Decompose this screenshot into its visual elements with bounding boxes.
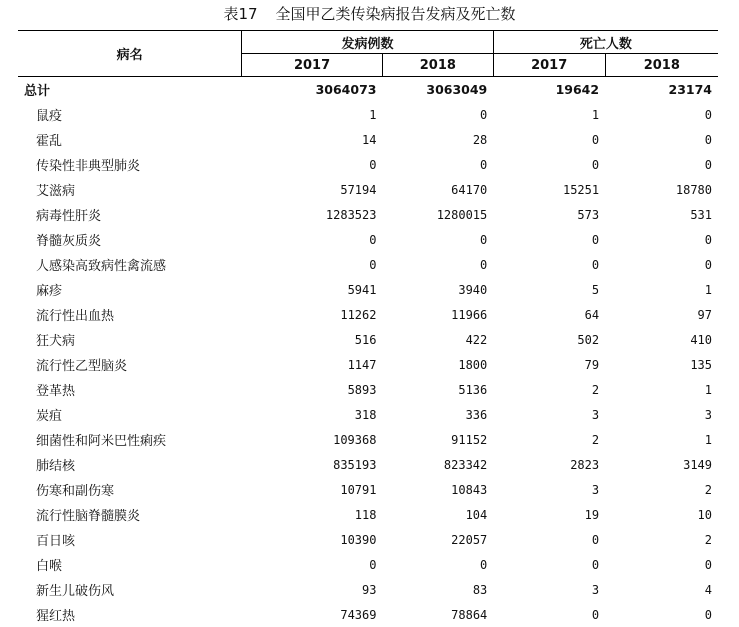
- value-cell-c2018: 0: [480, 557, 488, 572]
- value-cell-d2018: 135: [690, 357, 712, 372]
- value-cell-c2017: 0: [369, 557, 377, 572]
- value-cell-c2018: 0: [480, 157, 488, 172]
- disease-name-cell: 猩红热: [36, 609, 76, 624]
- value-cell-d2018: 18780: [675, 182, 712, 197]
- value-cell-d2018: 3149: [683, 457, 712, 472]
- disease-name-cell: 总计: [24, 84, 51, 99]
- table-row: [18, 452, 718, 477]
- value-cell-d2017: 2: [591, 432, 600, 447]
- value-cell-c2018: 11966: [451, 307, 488, 322]
- disease-name-cell: 炭疽: [36, 409, 63, 424]
- table-row: [18, 552, 718, 577]
- table-row: [18, 177, 718, 202]
- value-cell-d2017: 79: [584, 357, 600, 372]
- value-cell-d2017: 0: [591, 557, 600, 572]
- value-cell-d2018: 1: [704, 432, 712, 447]
- value-cell-c2018: 22057: [451, 532, 488, 547]
- table-row: [18, 502, 718, 527]
- table-row: [18, 252, 718, 277]
- value-cell-c2017: 0: [369, 157, 377, 172]
- header-cases-2018: 2018: [382, 54, 493, 77]
- disease-name-cell: 百日咳: [36, 534, 76, 549]
- value-cell-d2017: 0: [591, 157, 600, 172]
- value-cell-c2017: 1: [369, 107, 377, 122]
- header-deaths-2017: 2017: [493, 54, 605, 77]
- header-disease-name: 病名: [18, 31, 242, 77]
- value-cell-c2017: 1283523: [325, 207, 377, 222]
- value-cell-c2017: 1147: [347, 357, 377, 372]
- value-cell-c2018: 0: [480, 107, 488, 122]
- value-cell-c2018: 28: [472, 132, 488, 147]
- value-cell-c2017: 5893: [347, 382, 377, 397]
- table-row: [18, 152, 718, 177]
- value-cell-d2017: 64: [584, 307, 600, 322]
- value-cell-c2017: 835193: [333, 457, 377, 472]
- disease-name-cell: 病毒性肝炎: [36, 209, 102, 224]
- disease-name-cell: 脊髓灰质炎: [36, 234, 102, 249]
- value-cell-c2017: 0: [369, 232, 377, 247]
- value-cell-d2018: 10: [697, 507, 712, 522]
- value-cell-c2018: 336: [465, 407, 488, 422]
- value-cell-c2017: 57194: [340, 182, 377, 197]
- disease-name-cell: 新生儿破伤风: [36, 584, 115, 599]
- disease-name-cell: 艾滋病: [36, 184, 76, 199]
- value-cell-d2017: 2: [591, 382, 600, 397]
- table-row: [18, 277, 718, 302]
- value-cell-d2018: 531: [690, 207, 712, 222]
- table-row: [18, 402, 718, 427]
- value-cell-c2018: 0: [480, 232, 488, 247]
- value-cell-c2017: 5941: [347, 282, 377, 297]
- value-cell-d2018: 2: [704, 482, 712, 497]
- value-cell-d2018: 0: [704, 132, 712, 147]
- table-row: [18, 377, 718, 402]
- value-cell-c2017: 10791: [340, 482, 377, 497]
- table-number: 表17: [223, 5, 258, 23]
- value-cell-d2017: 0: [591, 257, 600, 272]
- value-cell-c2017: 3064073: [315, 82, 377, 97]
- value-cell-d2017: 3: [591, 407, 600, 422]
- value-cell-c2018: 5136: [458, 382, 488, 397]
- disease-name-cell: 白喉: [36, 559, 63, 574]
- table-row: [18, 202, 718, 227]
- disease-name-cell: 狂犬病: [36, 334, 76, 349]
- value-cell-c2018: 10843: [451, 482, 488, 497]
- table-row: [18, 327, 718, 352]
- value-cell-d2018: 97: [697, 307, 712, 322]
- value-cell-d2018: 1: [704, 382, 712, 397]
- value-cell-d2018: 3: [704, 407, 712, 422]
- value-cell-c2017: 93: [362, 582, 377, 597]
- disease-name-cell: 登革热: [36, 384, 76, 399]
- value-cell-d2017: 3: [591, 482, 600, 497]
- value-cell-d2018: 0: [704, 257, 712, 272]
- table-title-text: 全国甲乙类传染病报告发病及死亡数: [275, 5, 516, 23]
- table-row: [18, 527, 718, 552]
- value-cell-d2018: 0: [704, 157, 712, 172]
- value-cell-c2017: 11262: [340, 307, 377, 322]
- value-cell-c2018: 64170: [451, 182, 488, 197]
- table-row: [18, 302, 718, 327]
- disease-report-table: [18, 30, 718, 627]
- header-deaths: 死亡人数: [493, 31, 718, 54]
- value-cell-c2017: 516: [354, 332, 377, 347]
- value-cell-d2017: 2823: [570, 457, 600, 472]
- disease-name-cell: 麻疹: [36, 284, 63, 299]
- disease-name-cell: 细菌性和阿米巴性痢疾: [36, 434, 167, 449]
- value-cell-d2018: 0: [704, 107, 712, 122]
- value-cell-c2017: 109368: [333, 432, 377, 447]
- disease-name-cell: 伤寒和副伤寒: [36, 484, 115, 499]
- value-cell-d2017: 19642: [555, 82, 600, 97]
- value-cell-d2018: 4: [704, 582, 712, 597]
- value-cell-d2018: 410: [690, 332, 712, 347]
- value-cell-c2018: 91152: [451, 432, 488, 447]
- table-body: [18, 77, 718, 627]
- value-cell-c2017: 10390: [340, 532, 377, 547]
- value-cell-d2018: 1: [704, 282, 712, 297]
- table-row: [18, 477, 718, 502]
- value-cell-d2017: 573: [577, 207, 600, 222]
- value-cell-d2018: 0: [704, 557, 712, 572]
- value-cell-d2017: 5: [591, 282, 600, 297]
- disease-name-cell: 流行性脑脊髓膜炎: [36, 509, 141, 524]
- value-cell-c2018: 422: [465, 332, 488, 347]
- value-cell-c2018: 78864: [451, 607, 488, 622]
- table-row: [18, 577, 718, 602]
- value-cell-d2017: 0: [591, 232, 600, 247]
- disease-name-cell: 流行性乙型脑炎: [36, 359, 128, 374]
- table-row: [18, 127, 718, 152]
- value-cell-d2017: 0: [591, 532, 600, 547]
- value-cell-c2018: 823342: [443, 457, 488, 472]
- value-cell-d2017: 3: [591, 582, 600, 597]
- value-cell-c2017: 318: [354, 407, 377, 422]
- value-cell-d2017: 19: [584, 507, 600, 522]
- value-cell-d2017: 0: [591, 132, 600, 147]
- value-cell-d2018: 0: [704, 607, 712, 622]
- table-row: [18, 427, 718, 452]
- header-deaths-2018: 2018: [605, 54, 718, 77]
- disease-name-cell: 鼠疫: [36, 109, 63, 124]
- value-cell-c2018: 0: [480, 257, 488, 272]
- value-cell-c2017: 74369: [340, 607, 377, 622]
- table-row: [18, 602, 718, 627]
- value-cell-c2017: 0: [369, 257, 377, 272]
- value-cell-d2018: 23174: [668, 82, 712, 97]
- value-cell-c2017: 118: [354, 507, 377, 522]
- value-cell-d2018: 2: [704, 532, 712, 547]
- value-cell-d2017: 502: [577, 332, 600, 347]
- disease-name-cell: 流行性出血热: [36, 309, 115, 324]
- value-cell-c2018: 104: [465, 507, 488, 522]
- table-row: [18, 352, 718, 377]
- value-cell-d2017: 0: [591, 607, 600, 622]
- table-title: [0, 4, 739, 24]
- value-cell-c2018: 3063049: [426, 82, 488, 97]
- value-cell-c2017: 14: [362, 132, 377, 147]
- header-cases-2017: 2017: [242, 54, 383, 77]
- value-cell-c2018: 3940: [458, 282, 488, 297]
- table-row: [18, 227, 718, 252]
- table-row-total: [18, 77, 718, 103]
- value-cell-c2018: 83: [472, 582, 488, 597]
- value-cell-d2018: 0: [704, 232, 712, 247]
- value-cell-c2018: 1280015: [436, 207, 488, 222]
- value-cell-d2017: 15251: [562, 182, 600, 197]
- disease-name-cell: 霍乱: [36, 134, 63, 149]
- table-row: [18, 102, 718, 127]
- disease-name-cell: 肺结核: [36, 459, 76, 474]
- header-cases: 发病例数: [242, 31, 494, 54]
- value-cell-d2017: 1: [591, 107, 600, 122]
- disease-name-cell: 人感染高致病性禽流感: [36, 259, 167, 274]
- disease-name-cell: 传染性非典型肺炎: [36, 159, 141, 174]
- value-cell-c2018: 1800: [458, 357, 488, 372]
